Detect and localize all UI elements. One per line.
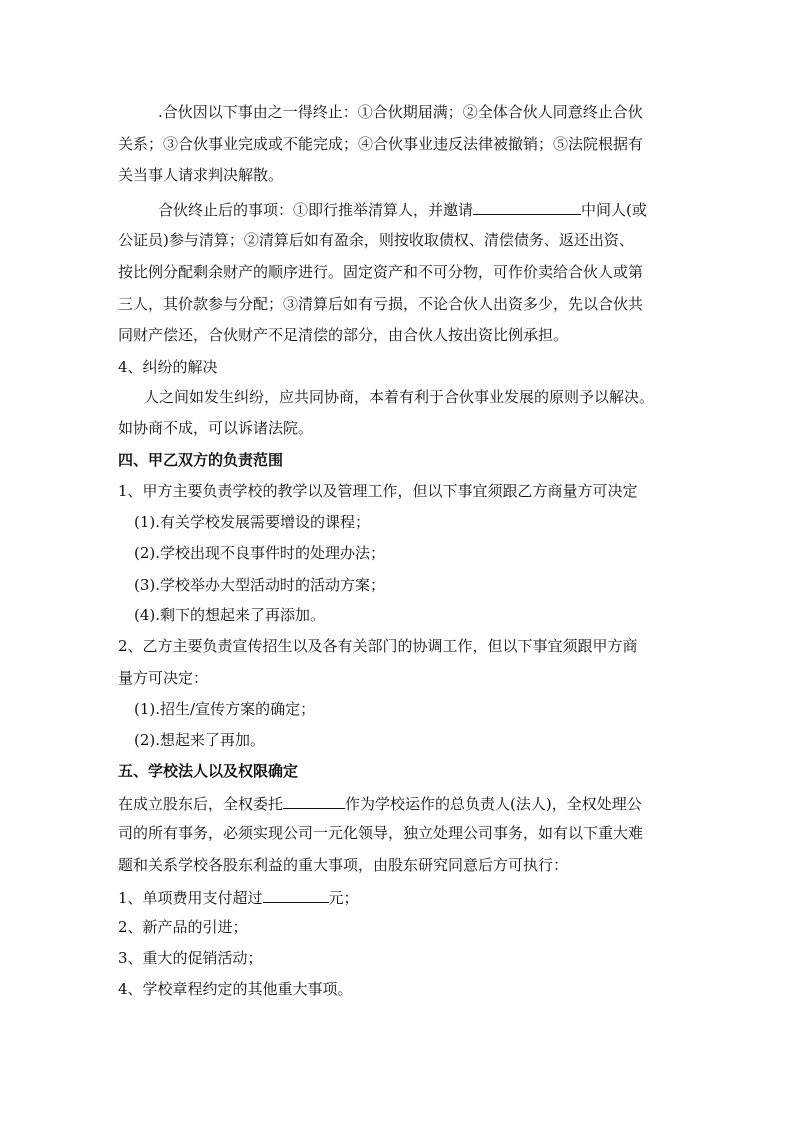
- section-five-line1-pre: 在成立股东后，全权委托: [118, 795, 284, 813]
- section-five-line2: 司的所有事务，必须实现公司一元化领导，独立处理公司事务，如有以下重大难: [118, 824, 644, 842]
- para2-line1-post: 中间人(或: [581, 201, 647, 219]
- section-five-item2: 2、新产品的引进；: [118, 918, 248, 936]
- para1-line3: 关当事人请求判决解散。: [118, 166, 284, 184]
- section-four-sub6: (2).想起来了再加。: [134, 731, 266, 749]
- para2-line1: [158, 198, 647, 220]
- para1-line2: 关系；③合伙事业完成或不能完成；④合伙事业违反法律被撤销；⑤法院根据有: [118, 135, 644, 153]
- section-four-sub1: (1).有关学校发展需要增设的课程；: [134, 513, 371, 531]
- section4-line2: 如协商不成，可以诉诸法院。: [118, 419, 314, 437]
- section-four-sub4: (4).剩下的想起来了再添加。: [134, 606, 326, 624]
- section4-heading: 4、纠纷的解决: [118, 358, 218, 376]
- section-five-item1: [118, 886, 359, 908]
- section-four-sub2: (2).学校出现不良事件时的处理办法；: [134, 544, 386, 562]
- section-four-item2-line1: 2、乙方主要负责宣传招生以及各有关部门的协调工作，但以下事宜须跟甲方商: [118, 637, 638, 655]
- section-five-heading: 五、学校法人以及权限确定: [118, 762, 299, 780]
- section-four-sub5: (1).招生/宣传方案的确定；: [134, 700, 316, 718]
- mediator-blank: [473, 198, 581, 215]
- section-five-item1-pre: 1、单项费用支付超过: [118, 889, 263, 907]
- section-five-line1: [118, 792, 642, 814]
- amount-blank: [263, 886, 329, 903]
- para2-line2: 公证员)参与清算；②清算后如有盈余，则按收取债权、清偿债务、返还出资、: [118, 231, 634, 249]
- section-four-sub3: (3).学校举办大型活动时的活动方案；: [134, 576, 386, 594]
- section-four-heading: 四、甲乙双方的负责范围: [118, 451, 284, 469]
- legal-person-blank: [283, 792, 345, 809]
- section-four-item2-line2: 量方可决定：: [118, 669, 209, 687]
- section-five-line3: 题和关系学校各股东利益的重大事项，由股东研究同意后方可执行：: [118, 856, 569, 874]
- section-five-item1-post: 元；: [328, 889, 359, 907]
- section-four-item1: 1、甲方主要负责学校的教学以及管理工作，但以下事宜须跟乙方商量方可决定: [118, 482, 638, 500]
- section-five-item3: 3、重大的促销活动；: [118, 949, 263, 967]
- section-five-line1-post: 作为学校运作的总负责人(法人)，全权处理公: [345, 795, 642, 813]
- para2-line1-pre: 合伙终止后的事项：①即行推举清算人，并邀请: [158, 201, 474, 219]
- para1-line1: .合伙因以下事由之一得终止：①合伙期届满；②全体合伙人同意终止合伙: [158, 103, 643, 121]
- para2-line3: 按比例分配剩余财产的顺序进行。固定资产和不可分物，可作价卖给合伙人或第: [118, 263, 644, 281]
- section-five-item4: 4、学校章程约定的其他重大事项。: [118, 980, 353, 998]
- para2-line4: 三人，其价款参与分配；③清算后如有亏损，不论合伙人出资多少，先以合伙共: [118, 295, 644, 313]
- section4-line1: 人之间如发生纠纷，应共同协商，本着有利于合伙事业发展的原则予以解决。: [144, 388, 655, 406]
- para2-line5: 同财产偿还，合伙财产不足清偿的部分，由合伙人按出资比例承担。: [118, 326, 569, 344]
